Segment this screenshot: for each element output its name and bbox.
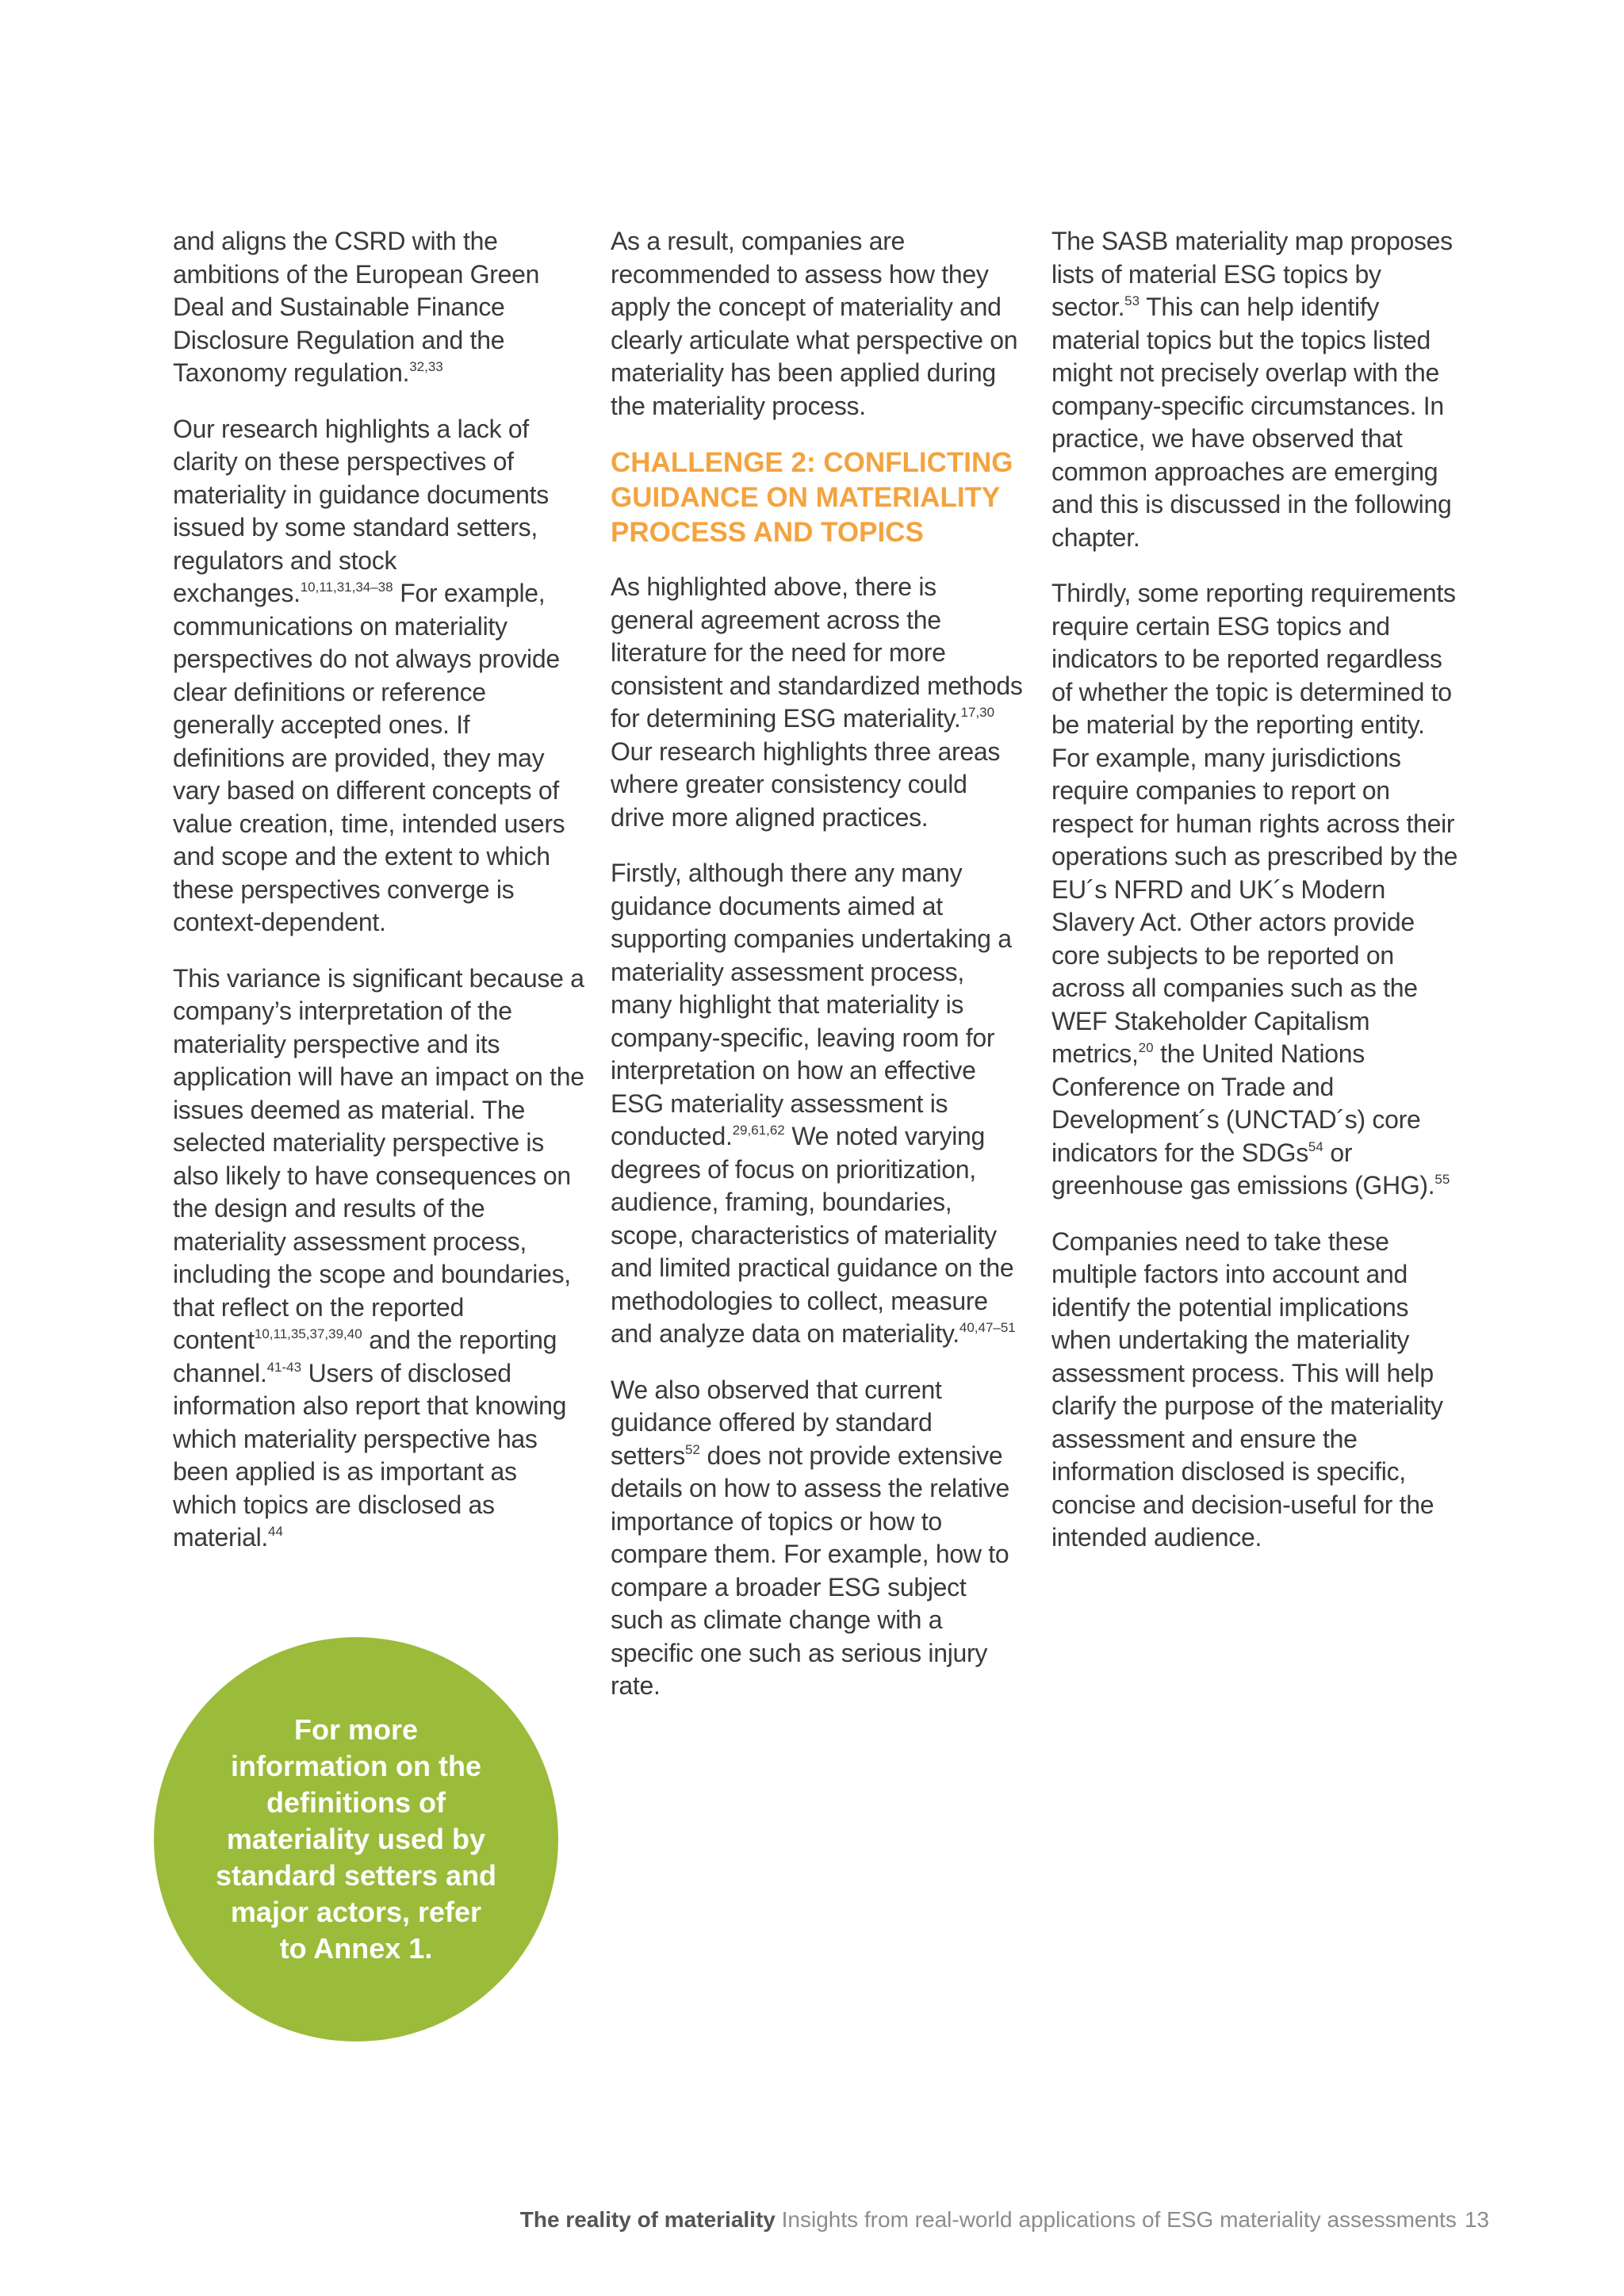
section-heading: CHALLENGE 2: CONFLICTING GUIDANCE ON MATERIALITY PROCESS AND TOPICS bbox=[611, 447, 1013, 548]
footer-subtitle: Insights from real-world applications of ESG materiality assessments bbox=[775, 2207, 1457, 2232]
citation: 20 bbox=[1138, 1040, 1154, 1055]
citation: 44 bbox=[268, 1524, 283, 1539]
citation: 40,47–51 bbox=[959, 1320, 1016, 1335]
text-column-1 bbox=[173, 225, 585, 1578]
page-footer bbox=[520, 2207, 1489, 2233]
citation: 29,61,62 bbox=[732, 1123, 785, 1138]
paragraph: As highlighted above, there is general agreement across the literature for the need for more consistent and standardized methods for determining ESG materiality.$^{17,30}$ Our research highlights three areas where greater consistency could drive more aligned practices. bbox=[611, 572, 1023, 832]
annex-callout bbox=[154, 1637, 558, 2042]
paragraph: The SASB materiality map proposes lists of material ESG topics by sector.$^{53}$ This can help identify material topics but the topics listed might not precisely overlap with the company-specific circumstances. In practice, we have observed that common approaches are emerging and this is discussed in the following chapter. bbox=[1051, 227, 1453, 552]
citation: 53 bbox=[1124, 293, 1140, 308]
paragraph: Companies need to take these multiple factors into account and identify the potential implications when undertaking the materiality assessment process. This will help clarify the purpose of the materiality assessment and ensure the information disclosed is specific, concise and decision-useful for the intended audience. bbox=[1051, 1226, 1443, 1552]
footer-title: The reality of materiality bbox=[519, 2207, 776, 2232]
citation: 55 bbox=[1434, 1172, 1450, 1187]
citation: 54 bbox=[1308, 1138, 1323, 1154]
paragraph: We also observed that current guidance offered by standard setters$^{52}$ does not provide extensive details on how to assess the relative importance of topics or how to compare them. For example, how to compare a broader ESG subject such as climate change with a specific one such as serious injury rate. bbox=[611, 1375, 1009, 1700]
text-column-2 bbox=[611, 225, 1023, 1726]
paragraph: and aligns the CSRD with the ambitions of the European Green Deal and Sustainable Finance Disclosure Regulation and the Taxonomy regulation.$^{32,33}$ bbox=[173, 227, 540, 387]
citation: 32,33 bbox=[409, 359, 443, 374]
paragraph: As a result, companies are recommended to assess how they apply the concept of materiality and clearly articulate what perspective on materiality has been applied during the materiality process. bbox=[611, 227, 1018, 420]
paragraph: Firstly, although there any many guidance documents aimed at supporting companies undertaking a materiality assessment process, many highlight that materiality is company-specific, leaving room for interpretation on how an effective ESG materiality assessment is conducted.$^{29,61,62}$ We noted varying degrees of focus on prioritization, audience, framing, boundaries, scope, characteristics of materiality and limited practical guidance on the methodologies to collect, measure and analyze data on materiality.$^{40,47-51}$ bbox=[611, 859, 1016, 1348]
paragraph: Our research highlights a lack of clarity on these perspectives of materiality in guidance documents issued by some standard setters, regulators and stock exchanges.$^{10,11,31,34-38}$ For example, communications on materiality perspectives do not always provide clear definitions or reference generally accepted ones. If definitions are provided, they may vary based on different concepts of value creation, time, intended users and scope and the extent to which these perspectives converge is context-dependent. bbox=[173, 414, 565, 936]
text-column-3 bbox=[1051, 225, 1464, 1578]
citation: 17,30 bbox=[960, 705, 995, 720]
paragraph: Thirdly, some reporting requirements require certain ESG topics and indicators to be reported regardless of whether the topic is determined to be material by the reporting entity. For example, many jurisdictions require companies to report on respect for human rights across their operations such as prescribed by the EU´s NFRD and UK´s Modern Slavery Act. Other actors provide core subjects to be reported on across all companies such as the WEF Stakeholder Capitalism metrics,$^{20}$ the United Nations Conference on Trade and Development´s (UNCTAD´s) core indicators for the SDGs$^{54}$ or greenhouse gas emissions (GHG).$^{55}$ bbox=[1051, 579, 1458, 1200]
paragraph: This variance is significant because a company’s interpretation of the materiality perspective and its application will have an impact on the issues deemed as material. The selected materiality perspective is also likely to have consequences on the design and results of the materiality assessment process, including the scope and boundaries, that reflect on the reported content$^{10,11,35,37,39,40}$ and the reporting channel.$^{41-43}$ Users of disclosed information also report that knowing which materiality perspective has been applied is as important as which topics are disclosed as material.$^{44}$ bbox=[173, 963, 584, 1552]
citation: 10,11,31,34–38 bbox=[300, 580, 393, 595]
page-number: 13 bbox=[1464, 2207, 1489, 2232]
citation: 52 bbox=[684, 1441, 700, 1457]
callout-text: For more information on the definitions of materiality used by standard setters and major actors, refer to Annex 1. bbox=[215, 1713, 497, 1965]
citation: 10,11,35,37,39,40 bbox=[254, 1326, 362, 1341]
citation: 41-43 bbox=[266, 1359, 302, 1375]
